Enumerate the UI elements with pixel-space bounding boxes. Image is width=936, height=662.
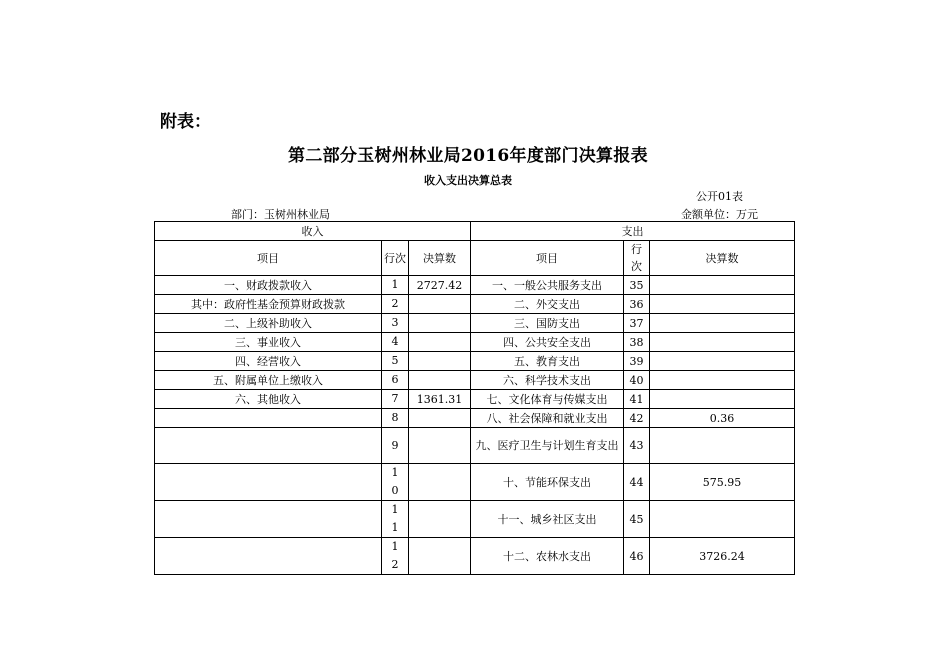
table-row: [155, 314, 795, 333]
income-rowno-cell: 1 0: [382, 464, 409, 501]
income-rowno-cell: 1 2: [382, 538, 409, 575]
expense-rowno-cell: 42: [624, 409, 650, 428]
table-row: [155, 538, 795, 575]
income-amount-cell: [409, 501, 471, 538]
income-item-cell: [155, 409, 382, 428]
income-item-cell: 五、附属单位上缴收入: [155, 371, 382, 390]
expense-rowno-cell: 43: [624, 428, 650, 464]
expense-item-column-header: 项目: [471, 241, 624, 276]
income-item-cell: 一、财政拨款收入: [155, 276, 382, 295]
expense-amount-cell: 575.95: [650, 464, 795, 501]
expense-item-cell: 七、文化体育与传媒支出: [471, 390, 624, 409]
expense-amount-cell: [650, 428, 795, 464]
income-item-cell: [155, 538, 382, 575]
expense-item-cell: 二、外交支出: [471, 295, 624, 314]
table-row: [155, 464, 795, 501]
table-row: [155, 333, 795, 352]
expense-rowno-cell: 46: [624, 538, 650, 575]
expense-item-cell: 六、科学技术支出: [471, 371, 624, 390]
expense-rowno-cell: 38: [624, 333, 650, 352]
table-subtitle: 收入支出决算总表: [424, 174, 512, 187]
income-rowno-cell: 3: [382, 314, 409, 333]
expense-amount-cell: [650, 390, 795, 409]
income-amount-cell: [409, 314, 471, 333]
income-rowno-cell: 2: [382, 295, 409, 314]
expense-rowno-cell: 45: [624, 501, 650, 538]
expense-amount-cell: [650, 352, 795, 371]
table-row: [155, 371, 795, 390]
income-amount-cell: [409, 464, 471, 501]
expense-amount-column-header: 决算数: [650, 241, 795, 276]
expense-amount-cell: 3726.24: [650, 538, 795, 575]
income-rowno-cell: 9: [382, 428, 409, 464]
income-rowno-cell: 4: [382, 333, 409, 352]
expense-item-cell: 八、社会保障和就业支出: [471, 409, 624, 428]
table-row: [155, 409, 795, 428]
expense-amount-cell: [650, 371, 795, 390]
expense-amount-cell: [650, 333, 795, 352]
expense-item-cell: 九、医疗卫生与计划生育支出: [471, 428, 624, 464]
income-amount-cell: [409, 409, 471, 428]
page-title: 第二部分玉树州林业局2016年度部门决算报表: [288, 146, 648, 166]
table-row: [155, 295, 795, 314]
income-item-cell: [155, 464, 382, 501]
income-amount-column-header: 决算数: [409, 241, 471, 276]
expense-amount-cell: [650, 501, 795, 538]
table-row: [155, 276, 795, 295]
income-amount-cell: [409, 333, 471, 352]
income-amount-cell: 2727.42: [409, 276, 471, 295]
income-item-cell: [155, 428, 382, 464]
expense-amount-cell: [650, 295, 795, 314]
expense-rowno-cell: 44: [624, 464, 650, 501]
income-amount-cell: [409, 538, 471, 575]
expense-item-cell: 五、教育支出: [471, 352, 624, 371]
income-rowno-cell: 7: [382, 390, 409, 409]
expense-amount-cell: [650, 276, 795, 295]
income-rowno-cell: 5: [382, 352, 409, 371]
expense-item-cell: 十一、城乡社区支出: [471, 501, 624, 538]
attachment-label: 附表：: [160, 112, 211, 132]
expense-amount-cell: 0.36: [650, 409, 795, 428]
table-row: [155, 428, 795, 464]
expense-amount-cell: [650, 314, 795, 333]
income-rowno-cell: 8: [382, 409, 409, 428]
income-item-cell: [155, 501, 382, 538]
expense-item-cell: 一、一般公共服务支出: [471, 276, 624, 295]
expense-item-cell: 三、国防支出: [471, 314, 624, 333]
income-rowno-cell: 1: [382, 276, 409, 295]
income-rowno-cell: 1 1: [382, 501, 409, 538]
income-item-column-header: 项目: [155, 241, 382, 276]
income-item-cell: 六、其他收入: [155, 390, 382, 409]
form-number: 公开01表: [696, 190, 743, 203]
table-row: [155, 501, 795, 538]
expense-rowno-cell: 35: [624, 276, 650, 295]
expense-section-header: 支出: [471, 222, 795, 241]
expense-item-cell: 十、节能环保支出: [471, 464, 624, 501]
expense-rowno-column-header: 行次: [624, 241, 650, 276]
expense-item-cell: 四、公共安全支出: [471, 333, 624, 352]
amount-unit-label: 金额单位：万元: [681, 208, 758, 221]
income-rowno-cell: 6: [382, 371, 409, 390]
income-rowno-column-header: 行次: [382, 241, 409, 276]
income-expense-table: [154, 221, 795, 575]
expense-rowno-cell: 40: [624, 371, 650, 390]
expense-rowno-cell: 41: [624, 390, 650, 409]
income-amount-cell: [409, 371, 471, 390]
department-label: 部门：玉树州林业局: [231, 208, 330, 221]
income-amount-cell: [409, 352, 471, 371]
income-item-cell: 其中：政府性基金预算财政拨款: [155, 295, 382, 314]
income-item-cell: 四、经营收入: [155, 352, 382, 371]
income-amount-cell: [409, 428, 471, 464]
income-item-cell: 三、事业收入: [155, 333, 382, 352]
expense-rowno-cell: 39: [624, 352, 650, 371]
table-row: [155, 390, 795, 409]
expense-rowno-cell: 37: [624, 314, 650, 333]
expense-rowno-cell: 36: [624, 295, 650, 314]
income-amount-cell: 1361.31: [409, 390, 471, 409]
income-section-header: 收入: [155, 222, 471, 241]
table-row: [155, 352, 795, 371]
income-item-cell: 二、上级补助收入: [155, 314, 382, 333]
income-amount-cell: [409, 295, 471, 314]
expense-item-cell: 十二、农林水支出: [471, 538, 624, 575]
